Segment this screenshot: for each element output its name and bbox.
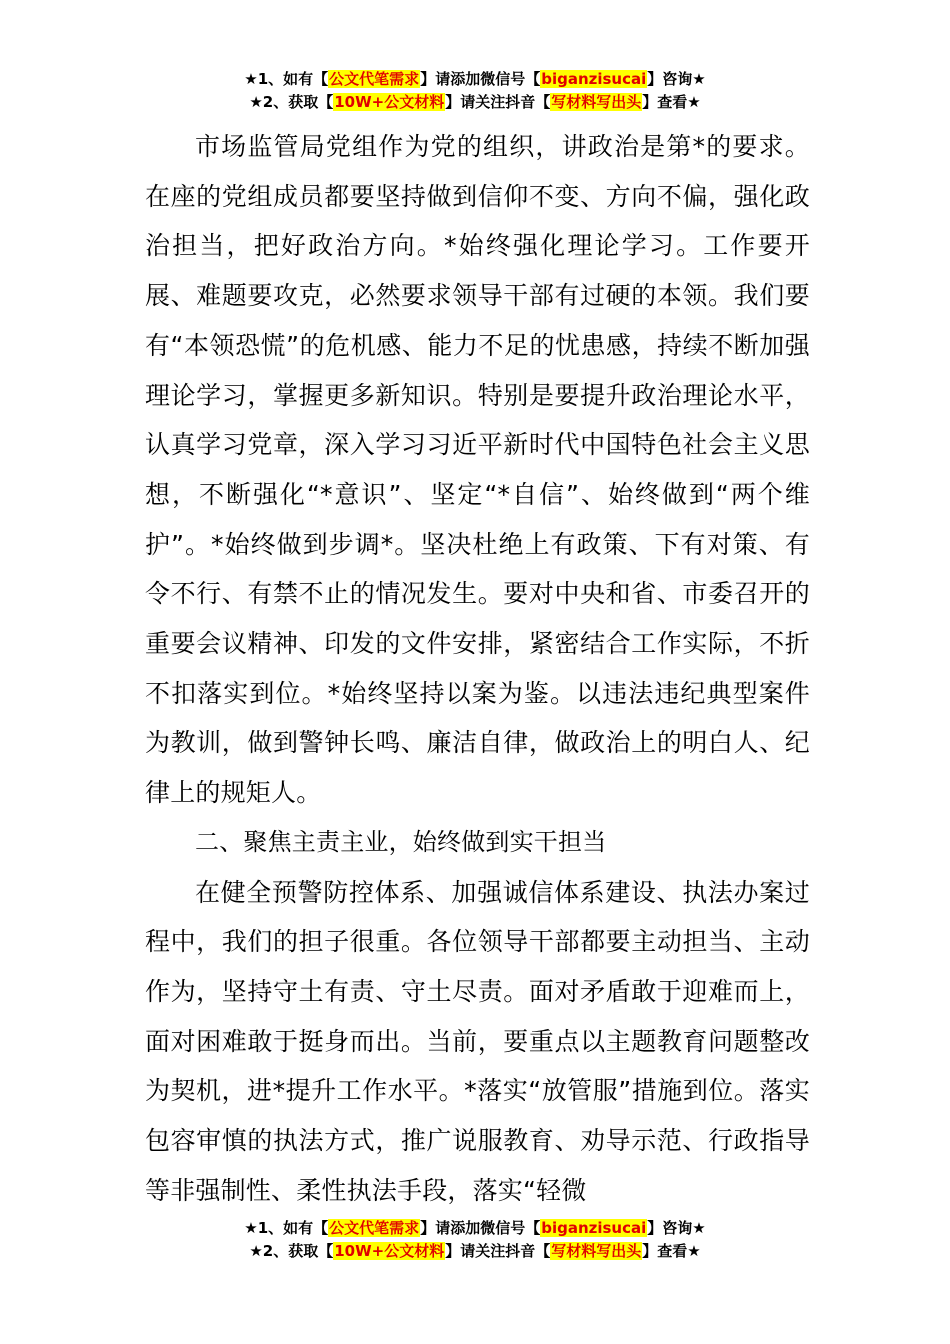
document-body (145, 122, 810, 1215)
banner-line-2 (0, 91, 950, 114)
banner-text: ★2、获取【 (249, 1242, 334, 1260)
banner-highlight: 10W+公文材料 (334, 1242, 445, 1260)
banner-text: 】请关注抖音【 (445, 1242, 551, 1260)
banner-text: 】咨询★ (647, 70, 706, 88)
banner-line-1 (0, 1217, 950, 1240)
banner-line-2 (0, 1240, 950, 1263)
banner-text: 】请添加微信号【 (420, 1219, 541, 1237)
footer-banner (0, 1217, 950, 1263)
paragraph: 市场监管局党组作为党的组织，讲政治是第*的要求。在座的党组成员都要坚持做到信仰不变、方向不偏，强化政治担当，把好政治方向。*始终强化理论学习。工作要开展、难题要攻克，必然要求领导干部有过硬的本领。我们要有“本领恐慌”的危机感、能力不足的忧患感，持续不断加强理论学习，掌握更多新知识。特别是要提升政治理论水平，认真学习党章，深入学习习近平新时代中国特色社会主义思想，不断强化“*意识”、坚定“*自信”、始终做到“两个维护”。*始终做到步调*。坚决杜绝上有政策、下有对策、有令不行、有禁不止的情况发生。要对中央和省、市委召开的重要会议精神、印发的文件安排，紧密结合工作实际，不折不扣落实到位。*始终坚持以案为鉴。以违法违纪典型案件为教训，做到警钟长鸣、廉洁自律，做政治上的明白人、纪律上的规矩人。 (145, 132, 810, 808)
banner-text: 】查看★ (642, 93, 701, 111)
banner-text: ★2、获取【 (249, 93, 334, 111)
banner-highlight: 公文代笔需求 (329, 1219, 420, 1237)
banner-text: 】查看★ (642, 1242, 701, 1260)
banner-text: 】请关注抖音【 (445, 93, 551, 111)
banner-text: 】咨询★ (647, 1219, 706, 1237)
banner-highlight: biganzisucai (541, 1219, 647, 1237)
banner-line-1 (0, 68, 950, 91)
section-heading: 二、聚焦主责主业，始终做到实干担当 (195, 827, 607, 856)
banner-highlight: 写材料写出头 (551, 93, 642, 111)
banner-highlight: 10W+公文材料 (334, 93, 445, 111)
banner-text: ★1、如有【 (244, 1219, 329, 1237)
banner-text: 】请添加微信号【 (420, 70, 541, 88)
banner-highlight: 公文代笔需求 (329, 70, 420, 88)
banner-highlight: biganzisucai (541, 70, 647, 88)
banner-text: ★1、如有【 (244, 70, 329, 88)
banner-highlight: 写材料写出头 (551, 1242, 642, 1260)
paragraph: 在健全预警防控体系、加强诚信体系建设、执法办案过程中，我们的担子很重。各位领导干部都要主动担当、主动作为，坚持守土有责、守土尽责。面对矛盾敢于迎难而上，面对困难敢于挺身而出。当前，要重点以主题教育问题整改为契机，进*提升工作水平。*落实“放管服”措施到位。落实包容审慎的执法方式，推广说服教育、劝导示范、行政指导等非强制性、柔性执法手段，落实“轻微 (145, 877, 810, 1205)
header-banner (0, 68, 950, 114)
